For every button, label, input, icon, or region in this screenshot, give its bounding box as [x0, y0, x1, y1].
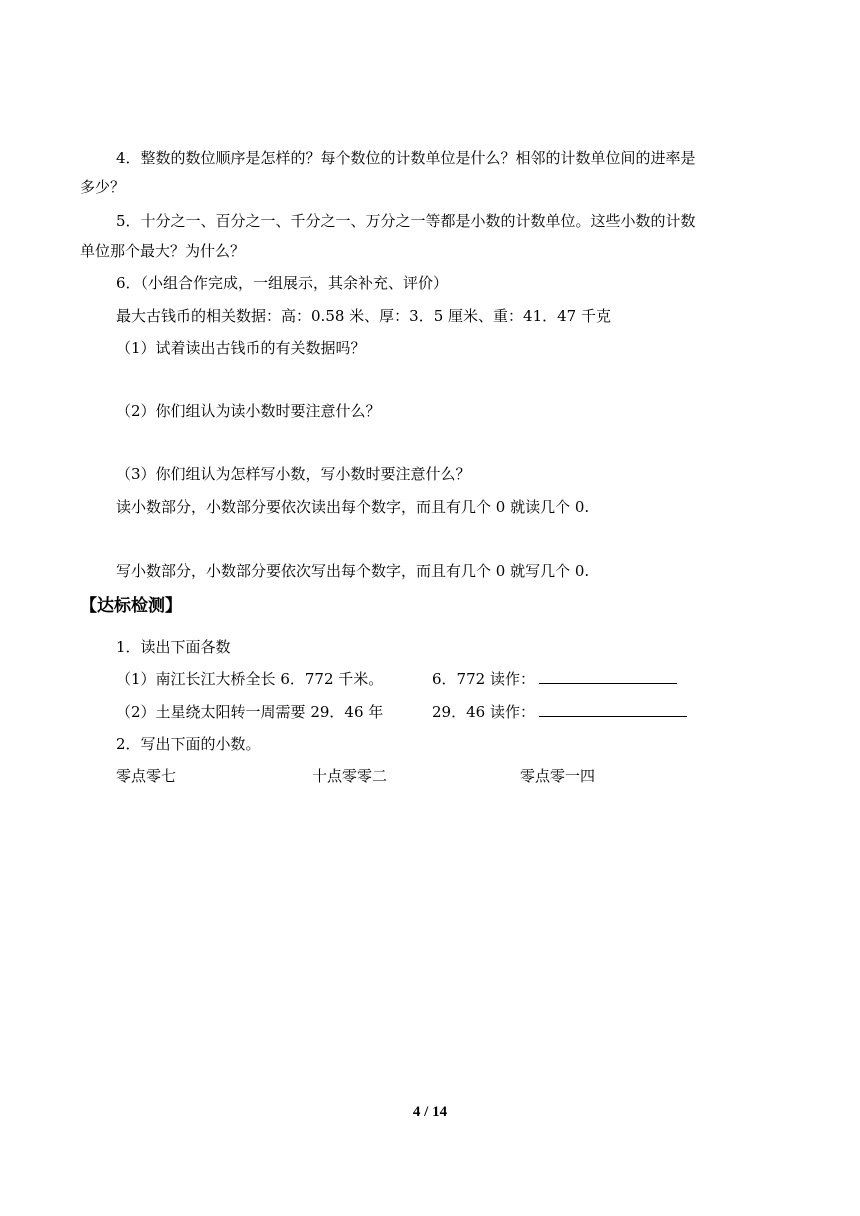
test-2-title: 2．写出下面的小数。: [116, 735, 261, 753]
question-4-line-2: 多少？: [80, 178, 126, 196]
question-5-line-1: 5．十分之一、百分之一、千分之一、万分之一等都是小数的计数单位。这些小数的计数: [116, 212, 696, 230]
test-2-item: 零点零一四: [520, 767, 596, 785]
question-6-title: 6．（小组合作完成，一组展示，其余补充、评价）: [116, 274, 449, 292]
read-rule: 读小数部分，小数部分要依次读出每个数字，而且有几个 0 就读几个 0.: [116, 498, 590, 516]
page-number: 4 / 14: [412, 1104, 448, 1120]
question-6-sub-3: （3）你们组认为怎样写小数，写小数时要注意什么？: [116, 465, 471, 483]
answer-blank[interactable]: [539, 669, 677, 684]
test-1-item-2-text: （2）土星绕太阳转一周需要 29．46 年: [116, 703, 384, 721]
answer-blank[interactable]: [539, 702, 687, 717]
test-2-item: 零点零七: [116, 767, 177, 785]
test-1-item-2-answer: [432, 701, 687, 723]
test-2-item: 十点零零二: [312, 767, 388, 785]
question-6-data: 最大古钱币的相关数据：高：0.58 米、厚：3．5 厘米、重：41．47 千克: [116, 307, 611, 325]
test-1-item-1-answer: [432, 668, 677, 690]
question-6-sub-2: （2）你们组认为读小数时要注意什么？: [116, 402, 381, 420]
test-1-title: 1．读出下面各数: [116, 638, 231, 656]
test-1-item-2-prompt: 29．46 读作：: [432, 703, 535, 721]
question-4-line-1: 4．整数的数位顺序是怎样的？每个数位的计数单位是什么？相邻的计数单位间的进率是: [116, 149, 696, 167]
test-1-item-1-text: （1）南江长江大桥全长 6．772 千米。: [116, 670, 384, 688]
write-rule: 写小数部分，小数部分要依次写出每个数字，而且有几个 0 就写几个 0.: [116, 562, 590, 580]
test-1-item-1-prompt: 6．772 读作：: [432, 670, 535, 688]
question-6-sub-1: （1）试着读出古钱币的有关数据吗？: [116, 339, 366, 357]
section-heading: 【达标检测】: [80, 596, 182, 616]
question-5-line-2: 单位那个最大？为什么？: [80, 242, 246, 260]
